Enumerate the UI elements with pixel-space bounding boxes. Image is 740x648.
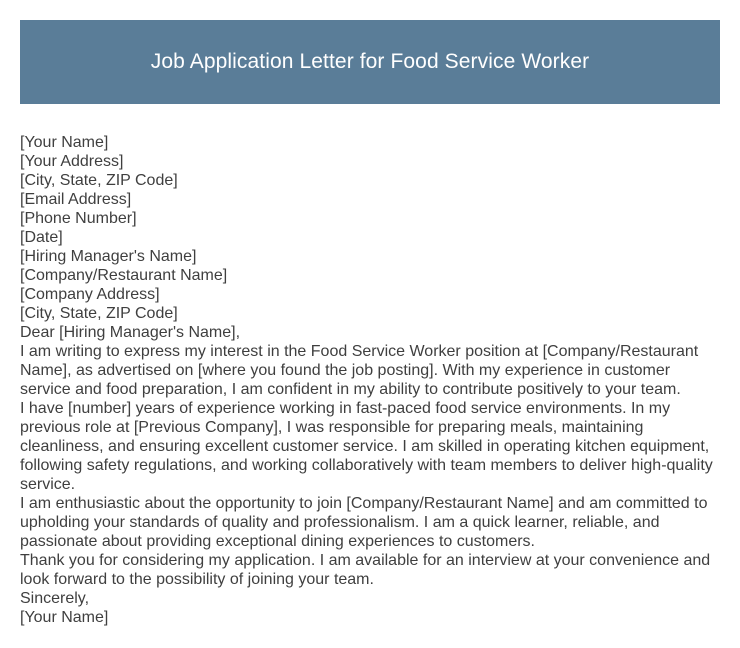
salutation: Dear [Hiring Manager's Name], [20, 324, 241, 341]
sender-city-state-zip: [City, State, ZIP Code] [20, 172, 178, 189]
letter-body [20, 133, 724, 627]
paragraph-thanks: Thank you for considering my application. I am available for an interview at your convenience and look forward to the possibility of joining your team. [20, 552, 711, 588]
title-banner [20, 20, 720, 104]
sender-address: [Your Address] [20, 153, 124, 170]
letter-date: [Date] [20, 229, 63, 246]
sender-email: [Email Address] [20, 191, 132, 208]
recipient-city-state-zip: [City, State, ZIP Code] [20, 305, 178, 322]
closing: Sincerely, [20, 590, 90, 607]
signature-name: [Your Name] [20, 609, 109, 626]
recipient-company: [Company/Restaurant Name] [20, 267, 228, 284]
sender-phone: [Phone Number] [20, 210, 137, 227]
sender-name: [Your Name] [20, 134, 109, 151]
page-title: Job Application Letter for Food Service Worker [150, 50, 590, 73]
paragraph-intro: I am writing to express my interest in the Food Service Worker position at [Company/Restaurant Name], as advertised on [where you found the job posting]. With my experience in customer service and food preparation, I am confident in my ability to contribute positively to your team. [20, 343, 699, 398]
paragraph-enthusiasm: I am enthusiastic about the opportunity to join [Company/Restaurant Name] and am committed to upholding your standards of quality and professionalism. I am a quick learner, reliable, and passionate about providing exceptional dining experiences to customers. [20, 495, 708, 550]
recipient-name: [Hiring Manager's Name] [20, 248, 197, 265]
recipient-address: [Company Address] [20, 286, 160, 303]
paragraph-experience: I have [number] years of experience working in fast-paced food service environments. In my previous role at [Previous Company], I was responsible for preparing meals, maintaining cleanliness, and ensuring excellent customer service. I am skilled in operating kitchen equipment, following safety regulations, and working collaboratively with team members to deliver high-quality service. [20, 400, 713, 493]
